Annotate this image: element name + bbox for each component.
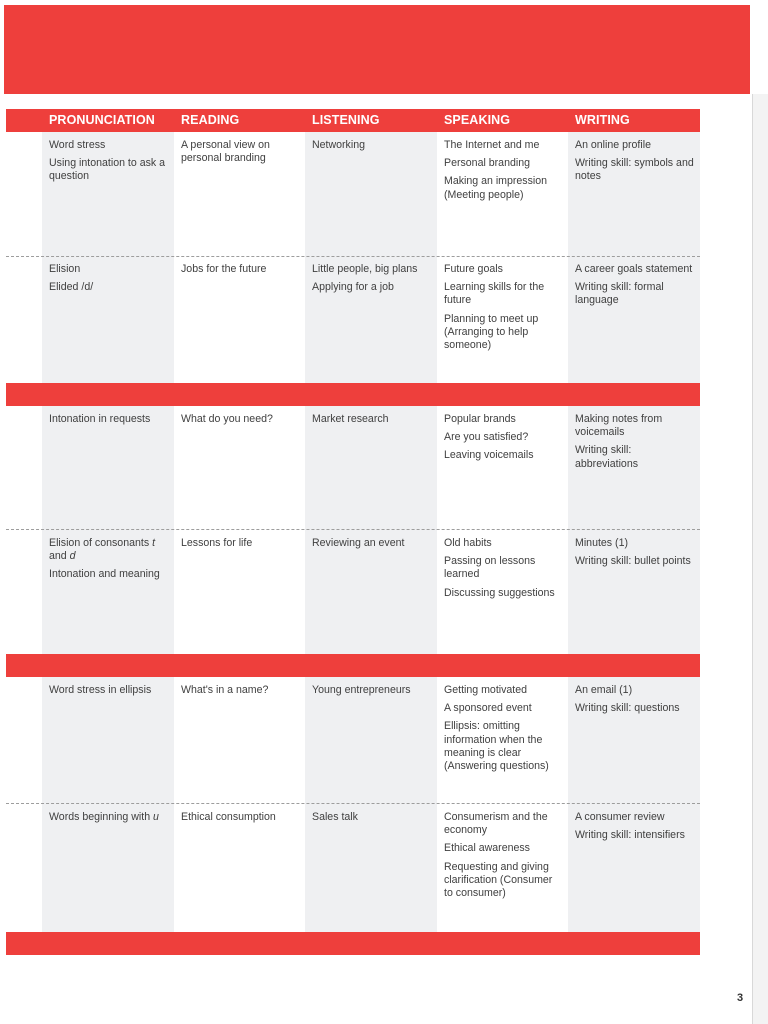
cell-item: A personal view on personal branding [181,139,270,165]
row2-speaking [444,263,564,357]
row3-writing [575,413,695,476]
row4-speaking [444,537,564,605]
row1-reading [181,139,301,170]
row2-pronunciation [49,263,169,299]
cell-item: Consumerism and the economy [444,811,548,837]
cell-text: and [49,550,70,563]
row2-writing [575,263,695,313]
row4-reading [181,537,301,555]
row6-pronunciation [49,811,169,829]
cell-text: Words beginning with [49,811,154,823]
cell-text-italic: u [153,811,159,823]
cell-item: What do you need? [181,413,273,425]
cell-item [49,537,169,563]
lesson-separator [6,256,700,257]
row4-listening [312,537,432,555]
cell-item: Intonation and meaning [49,568,160,581]
cell-item: Future goals [444,263,503,275]
cell-item: A sponsored event [444,702,532,715]
row5-pronunciation [49,684,169,702]
cell-item: Writing skill: symbols and notes [575,157,694,183]
row4-pronunciation [49,537,169,587]
unit-divider-band-3 [6,932,700,955]
cell-item: The Internet and me [444,139,540,151]
cell-item: Jobs for the future [181,263,267,275]
header-listening: LISTENING [312,113,380,127]
header-pronunciation: PRONUNCIATION [49,113,155,127]
cell-item: Making an impression (Meeting people) [444,175,548,201]
cell-item: Writing skill: abbreviations [575,444,639,470]
cell-item: Discussing suggestions [444,586,555,599]
row6-speaking [444,811,564,905]
cell-item: Ethical awareness [444,842,530,855]
table-header [6,109,700,132]
unit-divider-band-2 [6,654,700,677]
row3-reading [181,413,301,431]
cell-item: Using intonation to ask a question [49,157,166,183]
cell-item: Reviewing an event [312,537,405,549]
cell-item: Elided /d/ [49,281,94,294]
row1-pronunciation [49,139,169,189]
cell-text-italic: d [69,550,76,563]
page-edge [752,94,768,1024]
row5-reading [181,684,301,702]
cell-text-italic: t [152,537,156,549]
row3-pronunciation [49,413,169,431]
lesson-separator [6,529,700,530]
cell-item: Popular brands [444,413,516,425]
lesson-separator [6,803,700,804]
cell-item: Little people, big plans [312,263,418,275]
cell-item: Word stress in ellipsis [49,684,152,696]
cell-item: Requesting and giving clarification (Consumer to consumer) [444,860,553,900]
unit-divider-band-1 [6,383,700,406]
cell-item: An email (1) [575,684,633,696]
cell-item: An online profile [575,139,651,151]
row2-listening [312,263,432,299]
row5-speaking [444,684,564,778]
cell-item: Leaving voicemails [444,449,534,462]
cell-item: Elision [49,263,81,275]
cell-item [49,811,169,824]
header-speaking: SPEAKING [444,113,511,127]
row5-writing [575,684,695,720]
header-reading: READING [181,113,240,127]
cell-text: Elision of consonants [49,537,150,549]
row3-speaking [444,413,564,468]
row1-speaking [444,139,564,207]
row1-listening [312,139,432,157]
cell-item: Writing skill: questions [575,702,680,715]
cell-item: Sales talk [312,811,358,823]
cell-item: Writing skill: intensifiers [575,829,685,842]
row1-writing [575,139,695,189]
cell-item: Ethical consumption [181,811,276,823]
cell-item: Passing on lessons learned [444,555,536,581]
cell-item: Young entrepreneurs [312,684,411,696]
row2-reading [181,263,301,281]
header-writing: WRITING [575,113,630,127]
cell-item: Old habits [444,537,492,549]
cell-item: Are you satisfied? [444,431,529,444]
unit-banner [4,5,750,94]
cell-item: Word stress [49,139,106,151]
cell-item: Intonation in requests [49,413,151,425]
cell-item: Applying for a job [312,281,394,294]
cell-item: Networking [312,139,365,151]
cell-item: Minutes (1) [575,537,628,549]
page-number: 3 [737,992,744,1004]
cell-item: Personal branding [444,157,530,170]
row6-listening [312,811,432,829]
row5-listening [312,684,432,702]
cell-item: Learning skills for the future [444,281,545,307]
cell-item: Planning to meet up (Arranging to help someone) [444,312,539,352]
row6-reading [181,811,301,829]
row6-writing [575,811,695,847]
cell-item: A career goals statement [575,263,693,275]
cell-item: A consumer review [575,811,665,823]
row4-writing [575,537,695,573]
cell-item: Writing skill: bullet points [575,555,691,568]
cell-item: Ellipsis: omitting information when the meaning is clear (Answering questions) [444,720,549,773]
cell-item: Making notes from voicemails [575,413,663,439]
cell-item: Market research [312,413,389,425]
cell-item: Getting motivated [444,684,528,696]
cell-item: What's in a name? [181,684,269,696]
cell-item: Lessons for life [181,537,253,549]
cell-item: Writing skill: formal language [575,281,664,307]
row3-listening [312,413,432,431]
